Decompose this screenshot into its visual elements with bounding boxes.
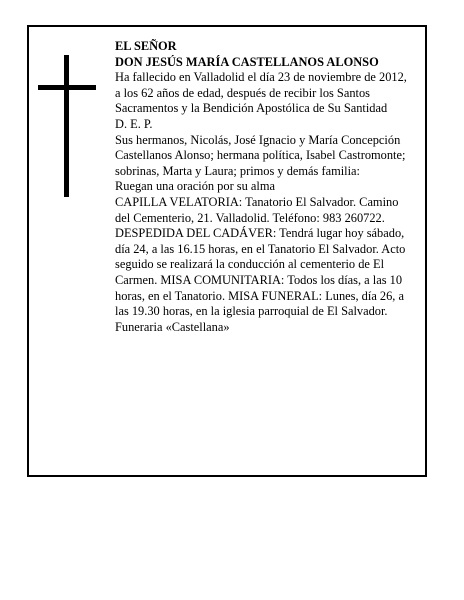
funeral-home: Funeraria «Castellana» <box>115 319 230 334</box>
cross-icon-crossbar <box>38 85 96 90</box>
family-list: Sus hermanos, Nicolás, José Ignacio y María Concepción Castellanos Alonso; hermana política, Isabel Castromonte; sobrinas, Marta y Laura; primos y demás familia: <box>115 132 406 178</box>
farewell-and-mass-info: DESPEDIDA DEL CADÁVER: Tendrá lugar hoy sábado, día 24, a las 16.15 horas, en el Tanatorio El Salvador. Acto seguido se realizará la conducción al cementerio de El Carmen. MISA COMUNITARIA: Todos los días, a las 10 horas, en el Tanatorio. MISA FUNERAL: Lunes, día 26, a las 19.30 horas, en la iglesia parroquial de El Salvador. <box>115 226 406 319</box>
title-line-1: EL SEÑOR <box>115 39 177 53</box>
deceased-name: DON JESÚS MARÍA CASTELLANOS ALONSO <box>115 54 379 69</box>
cross-icon <box>64 55 69 197</box>
obituary-text-block <box>115 39 415 335</box>
death-announcement: Ha fallecido en Valladolid el día 23 de noviembre de 2012, a los 62 años de edad, después de recibir los Santos Sacramentos y la Bendición Apostólica de Su Santidad <box>115 70 407 116</box>
rip-text: D. E. P. <box>115 116 153 131</box>
prayer-request: Ruegan una oración por su alma <box>115 179 275 194</box>
wake-chapel-info: CAPILLA VELATORIA: Tanatorio El Salvador. Camino del Cementerio, 21. Valladolid. Teléfono: 983 260722. <box>115 194 399 225</box>
